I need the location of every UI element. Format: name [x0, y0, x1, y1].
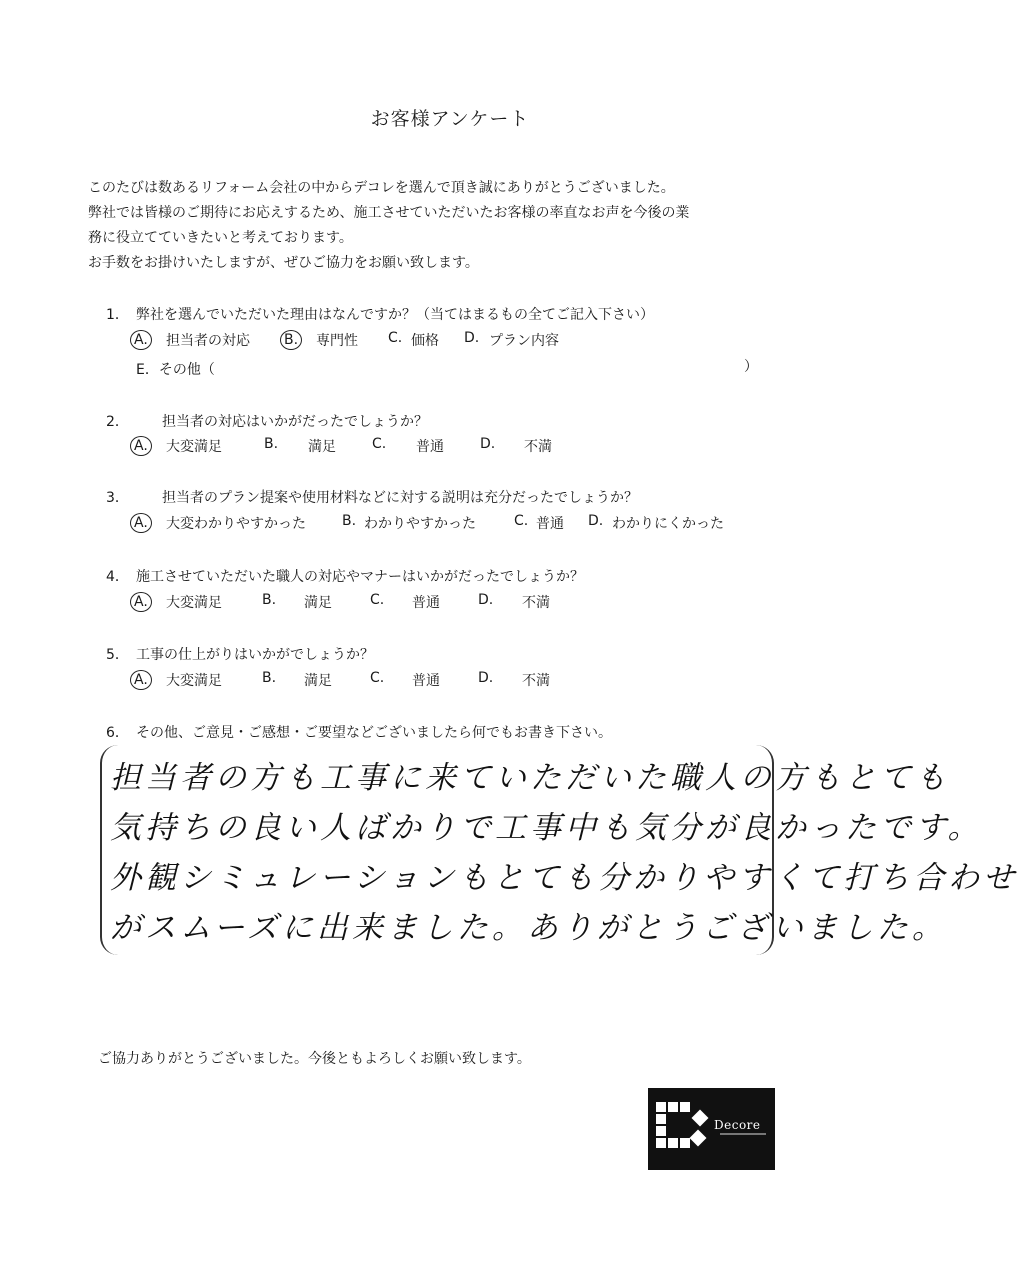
option-b[interactable]: B.	[264, 436, 279, 452]
question-text: その他、ご意見・ご感想・ご要望などございましたら何でもお書き下さい。	[136, 725, 612, 741]
handwritten-line: 気持ちの良い人ばかりで工事中も気分が良かったです。	[110, 810, 983, 846]
option-a[interactable]	[136, 670, 152, 690]
answer-circle-icon: A.	[130, 436, 152, 456]
option-b[interactable]: B.	[262, 670, 277, 686]
option-a[interactable]	[136, 436, 152, 456]
question-3	[106, 487, 638, 507]
question-text: 工事の仕上がりはいかがでしょうか？	[136, 647, 374, 663]
question-number: 6．	[106, 725, 129, 741]
option-d-label: 不満	[522, 595, 550, 611]
intro-line: このたびは数あるリフォーム会社の中からデコレを選んで頂き誠にありがとうございました。	[88, 180, 675, 196]
option-b-label: 満足	[304, 595, 332, 611]
option-c[interactable]: C.	[370, 592, 385, 608]
option-c-label: 普通	[416, 439, 444, 455]
question-1	[106, 304, 654, 324]
question-text: 弊社を選んでいただいた理由はなんですか？（当てはまるもの全てご記入下さい）	[136, 307, 654, 323]
intro-line: 務に役立てていきたいと考えております。	[88, 230, 353, 246]
question-4	[106, 566, 584, 586]
option-d-label: わかりにくかった	[612, 516, 724, 532]
option-c[interactable]: C.	[372, 436, 387, 452]
option-d[interactable]: D.	[464, 330, 480, 346]
option-c[interactable]: C.	[388, 330, 403, 346]
handwritten-line: 担当者の方も工事に来ていただいた職人の方もとても	[110, 760, 950, 796]
question-number: 2．	[106, 414, 129, 430]
logo-square	[680, 1138, 690, 1148]
option-c-label: 普通	[412, 595, 440, 611]
logo-square	[656, 1138, 666, 1148]
question-text: 施工させていただいた職人の対応やマナーはいかがだったでしょうか？	[136, 569, 584, 585]
logo-underline	[720, 1133, 766, 1135]
page-title: お客様アンケート	[370, 108, 530, 130]
other-close-paren: ）	[744, 359, 758, 375]
handwritten-line: がスムーズに出来ました。ありがとうございました。	[110, 910, 947, 946]
option-a[interactable]	[136, 592, 152, 612]
option-e-other[interactable]: E．その他（	[136, 362, 215, 378]
option-b[interactable]	[286, 330, 302, 350]
answer-circle-icon: B.	[280, 330, 302, 350]
question-text: 担当者のプラン提案や使用材料などに対する説明は充分だったでしょうか？	[162, 490, 638, 506]
question-6	[106, 722, 612, 742]
option-a[interactable]	[136, 513, 152, 533]
logo-square	[656, 1114, 666, 1124]
logo-diamond	[690, 1130, 707, 1147]
answer-circle-icon: A.	[130, 513, 152, 533]
option-b-label: 満足	[308, 439, 336, 455]
handwritten-line: 外観シミュレーションもとても分かりやすくて打ち合わせ	[110, 860, 1018, 896]
option-a-label: 担当者の対応	[166, 333, 250, 349]
intro-line: お手数をお掛けいたしますが、ぜひご協力をお願い致します。	[88, 255, 479, 271]
intro-line: 弊社では皆様のご期待にお応えするため、施工させていただいたお客様の率直なお声を今後の業	[88, 205, 690, 221]
logo-square	[668, 1138, 678, 1148]
logo-square	[668, 1102, 678, 1112]
option-b-label: わかりやすかった	[364, 516, 476, 532]
option-d[interactable]: D.	[588, 513, 604, 529]
question-5	[106, 644, 374, 664]
answer-circle-icon: A.	[130, 592, 152, 612]
decore-logo	[648, 1088, 775, 1170]
option-a-label: 大変わかりやすかった	[166, 516, 306, 532]
closing-thanks: ご協力ありがとうございました。今後ともよろしくお願い致します。	[98, 1051, 531, 1067]
option-c-label: 普通	[412, 673, 440, 689]
option-a[interactable]	[136, 330, 152, 350]
logo-wordmark: Decore	[714, 1118, 761, 1132]
option-c-label: 普通	[536, 516, 564, 532]
option-d[interactable]: D.	[478, 592, 494, 608]
option-c[interactable]: C.	[370, 670, 385, 686]
option-a-label: 大変満足	[166, 439, 222, 455]
intro-text	[88, 176, 689, 276]
question-number: 5．	[106, 647, 129, 663]
logo-diamond	[692, 1110, 709, 1127]
option-d-label: 不満	[524, 439, 552, 455]
option-b-label: 専門性	[316, 333, 358, 349]
question-text: 担当者の対応はいかがだったでしょうか？	[162, 414, 428, 430]
answer-circle-icon: A.	[130, 670, 152, 690]
option-a-label: 大変満足	[166, 673, 222, 689]
logo-square	[656, 1126, 666, 1136]
option-c[interactable]: C.	[514, 513, 529, 529]
question-number: 4．	[106, 569, 129, 585]
option-d-label: 不満	[522, 673, 550, 689]
option-d[interactable]: D.	[480, 436, 496, 452]
question-number: 3．	[106, 490, 129, 506]
question-2	[106, 411, 428, 431]
option-d[interactable]: D.	[478, 670, 494, 686]
option-b-label: 満足	[304, 673, 332, 689]
logo-square	[680, 1102, 690, 1112]
option-a-label: 大変満足	[166, 595, 222, 611]
question-number: 1．	[106, 307, 129, 323]
option-b[interactable]: B.	[262, 592, 277, 608]
logo-square	[656, 1102, 666, 1112]
option-b[interactable]: B.	[342, 513, 357, 529]
option-d-label: プラン内容	[489, 333, 559, 349]
option-c-label: 価格	[411, 333, 439, 349]
answer-circle-icon: A.	[130, 330, 152, 350]
